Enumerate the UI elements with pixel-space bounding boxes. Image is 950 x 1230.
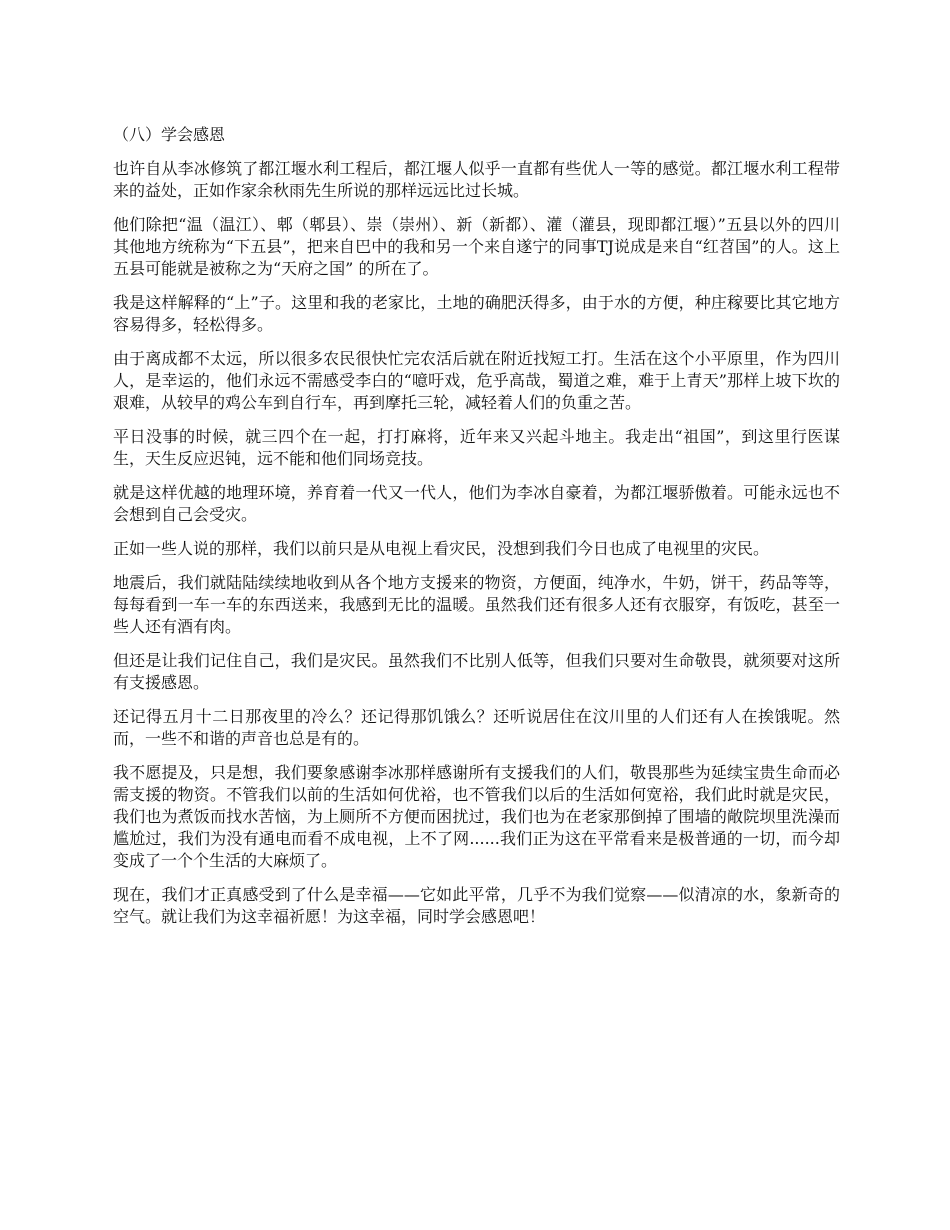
- paragraph-1: 也许自从李冰修筑了都江堰水利工程后，都江堰人似乎一直都有些优人一等的感觉。都江堰水利工程带来的益处，正如作家余秋雨先生所说的那样远远比过长城。: [113, 159, 840, 200]
- section-heading: （八）学会感恩: [113, 125, 226, 144]
- paragraph-3: 我是这样解释的“上”子。这里和我的老家比，土地的确肥沃得多，由于水的方便，种庄稼要比其它地方容易得多，轻松得多。: [113, 293, 840, 334]
- paragraph-5: 平日没事的时候，就三四个在一起，打打麻将，近年来又兴起斗地主。我走出“祖国”，到这里行医谋生，天生反应迟钝，远不能和他们同场竞技。: [113, 427, 840, 468]
- paragraph-9: 但还是让我们记住自己，我们是灾民。虽然我们不比别人低等，但我们只要对生命敬畏，就须要对这所有支援感恩。: [113, 651, 840, 692]
- paragraph-4: 由于离成都不太远，所以很多农民很快忙完农活后就在附近找短工打。生活在这个小平原里，作为四川人，是幸运的，他们永远不需感受李白的“噫吁戏，危乎高哉，蜀道之难，难于上青天”那样上坡下坎的艰难，从较早的鸡公车到自行车，再到摩托三轮，减轻着人们的负重之苦。: [113, 349, 840, 412]
- paragraph-6: 就是这样优越的地理环境，养育着一代又一代人，他们为李冰自豪着，为都江堰骄傲着。可能永远也不会想到自己会受灾。: [113, 483, 840, 524]
- document-body: [113, 124, 840, 940]
- paragraph-11: 我不愿提及，只是想，我们要象感谢李冰那样感谢所有支援我们的人们，敬畏那些为延续宝贵生命而必需支援的物资。不管我们以前的生活如何优裕，也不管我们以后的生活如何宽裕，我们此时就是灾民，我们也为煮饭而找水苦恼，为上厕所不方便而困扰过，我们也为在老家那倒掉了围墙的敞院坝里洗澡而尴尬过，我们为没有通电而看不成电视，上不了网......我们正为这在平常看来是极普通的一切，而今却变成了一个个生活的大麻烦了。: [113, 763, 840, 870]
- paragraph-10: 还记得五月十二日那夜里的冷么？还记得那饥饿么？还听说居住在汶川里的人们还有人在挨饿呢。然而，一些不和谐的声音也总是有的。: [113, 707, 840, 748]
- paragraph-8: 地震后，我们就陆陆续续地收到从各个地方支援来的物资，方便面，纯净水，牛奶，饼干，药品等等，每每看到一车一车的东西送来，我感到无比的温暖。虽然我们还有很多人还有衣服穿，有饭吃，甚至一些人还有酒有肉。: [113, 573, 840, 636]
- paragraph-7: 正如一些人说的那样，我们以前只是从电视上看灾民，没想到我们今日也成了电视里的灾民。: [113, 539, 770, 558]
- paragraph-2: 他们除把“温（温江）、郫（郫县）、崇（崇州）、新（新都）、灌（灌县，现即都江堰）”五县以外的四川其他地方统称为“下五县”，把来自巴中的我和另一个来自遂宁的同事TJ说成是来自“红苕国”的人。这上五县可能就是被称之为“天府之国” 的所在了。: [113, 215, 840, 278]
- paragraph-12: 现在，我们才正真感受到了什么是幸福——它如此平常，几乎不为我们觉察——似清凉的水，象新奇的空气。就让我们为这幸福祈愿！为这幸福，同时学会感恩吧！: [113, 885, 840, 926]
